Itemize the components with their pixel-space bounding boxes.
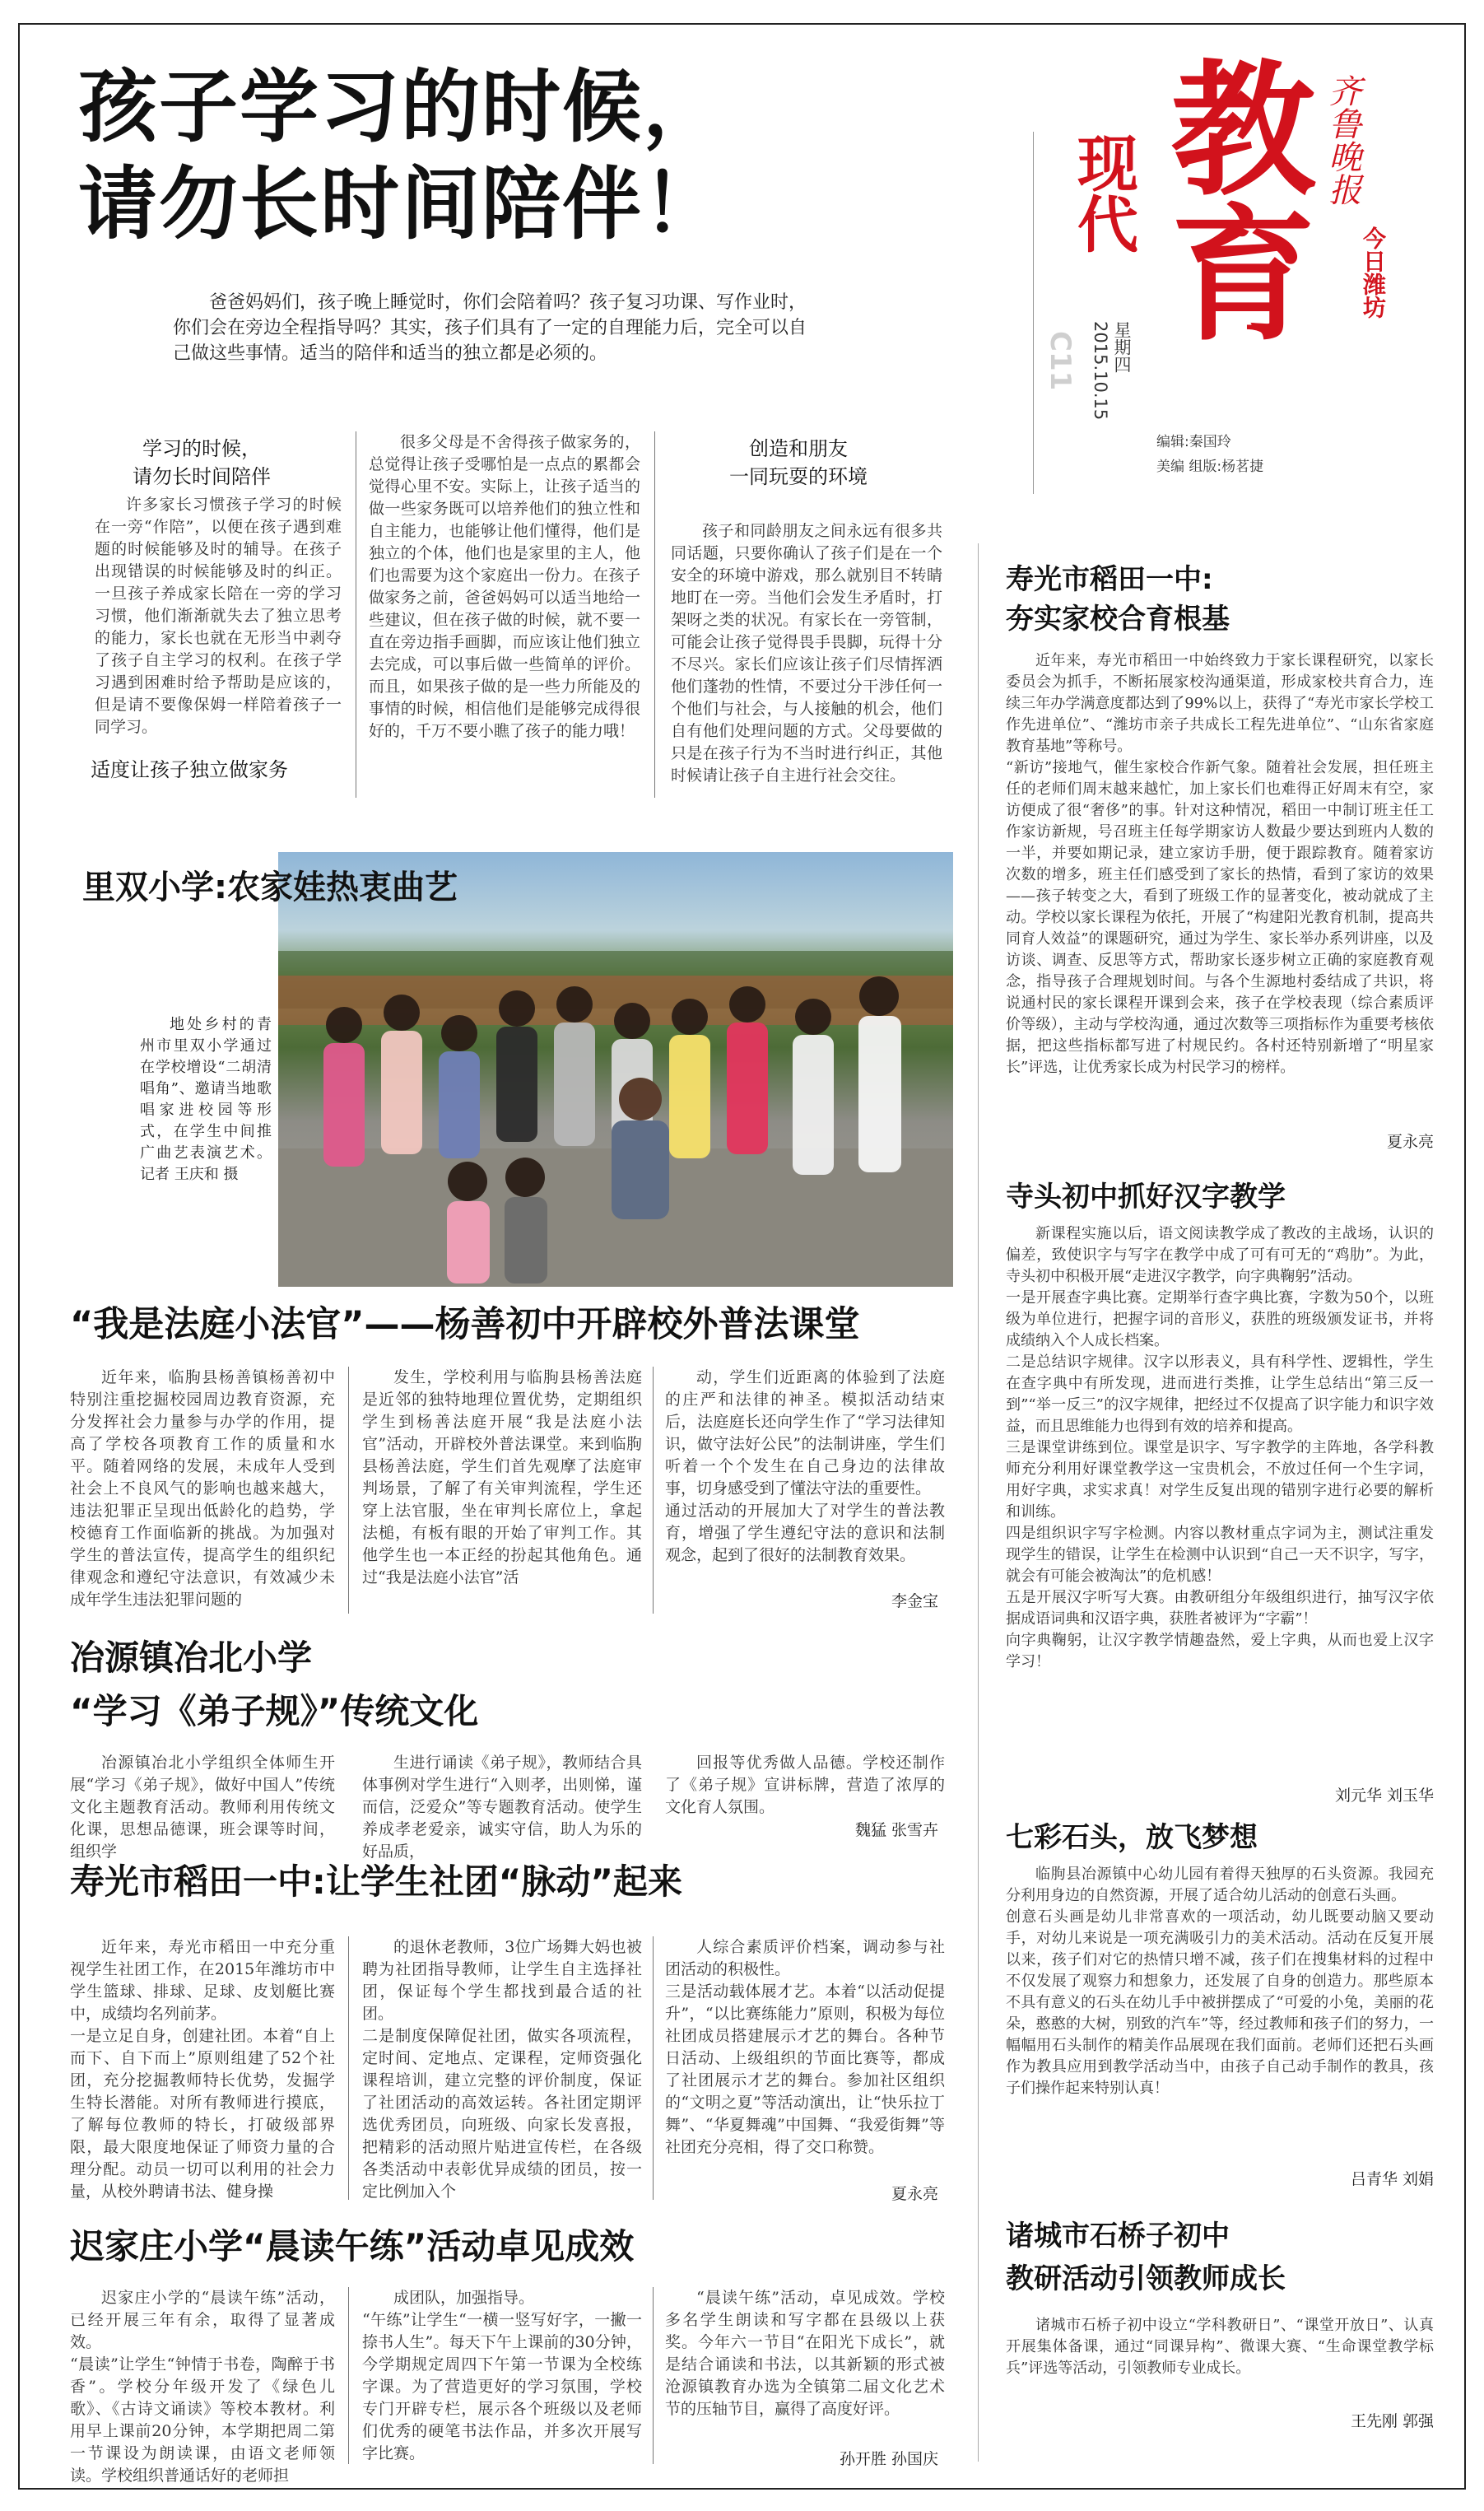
reading-col2: 成团队，加强指导。 “午练”让学生“一横一竖写好字，一撇一捺书人生”。每天下午上课前的30分钟，今学期规定周四下午第一节课为全校练字课。为了营造更好的学习氛围，学校专门开辟专栏，展示各个班级以及老师们优秀的硬笔书法作品，并多次开展写字比赛。: [362, 2289, 642, 2462]
lead-intro: 爸爸妈妈们，孩子晚上睡觉时，你们会陪着吗？孩子复习功课、写作业时，你们会在旁边全程指导吗？其实，孩子们具有了一定的自理能力后，完全可以自己做这些事情。适当的陪伴和适当的独立都是必须的。: [173, 292, 807, 364]
photo-story-caption: 地处乡村的青州市里双小学通过在学校增设“二胡清唱角”、邀请当地歌唱家进校园等形式，在学生中间推广曲艺表演艺术。记者 王庆和 摄: [140, 1016, 272, 1183]
reading-byline: 孙开胜 孙国庆: [839, 2450, 938, 2468]
lead-col3-head: 创造和朋友 一同玩耍的环境: [729, 437, 868, 488]
frame-top: [18, 23, 1466, 25]
lead-col3-body: 孩子和同龄朋友之间永远有很多共同话题，只要你确认了孩子们是在一个安全的环境中游戏，那么就别目不转睛地盯在一旁。当他们会发生矛盾时，打架呀之类的状况。有家长在一旁管制，可能会让孩子觉得畏手畏脚，玩得十分不尽兴。家长们应该让孩子们尽情挥洒他们蓬勃的性情，不要过分干涉任何一个他们与社会，与人接触的机会，他们自有他们处理问题的方式。父母要做的只是在孩子行为不当时进行纠正，其他时候请让孩子自主进行社会交往。: [671, 522, 942, 785]
right-story-3-body: 临朐县冶源镇中心幼儿园有着得天独厚的石头资源。我园充分利用身边的自然资源，开展了适合幼儿活动的创意石头画。 创意石头画是幼儿非常喜欢的一项活动，幼儿既要动脑又要动手，对幼儿来说是一项充满吸引力的美术活动。活动在反复开展以来，孩子们对它的热情只增不减，孩子们在搜集材料的过程中不仅发展了观察力和想象力，还发展了自身的创造力。那些原本不具有意义的石头在幼儿手中被拼摆成了“可爱的小兔，美丽的花朵，憨憨的大树，别致的汽车”等，经过教师和孩子们的努力，一幅幅用石头制作的精美作品展现在我们面前。老师们还把石头画作为教具应用到教学活动当中，由孩子自己动手制作的教具，孩子们操作起来特别认真！: [1006, 1866, 1434, 2097]
reading-story-title: 迟家庄小学“晨读午练”活动卓见成效: [70, 2226, 635, 2266]
right-col-rule: [978, 543, 979, 2462]
photo-illustration: [278, 852, 953, 1287]
right-story-4-body: 诸城市石桥子初中设立“学科教研日”、“课堂开放日”、认真开展集体备课，通过“同课异构”、微课大赛、“生命课堂教学标兵”评选等活动，引领教师专业成长。: [1006, 2317, 1434, 2377]
masthead-divider: [1033, 132, 1034, 494]
clubs-rule-a: [348, 1936, 349, 2200]
court-rule-b: [653, 1367, 654, 1614]
design-line: 美编 组版:杨茗捷: [1156, 459, 1264, 475]
court-story-col2: 发生，学校利用与临朐县杨善法庭是近邻的独特地理位置优势，定期组织学生到杨善法庭开展“我是法庭小法官”活动，开辟校外普法课堂。来到临朐县杨善法庭，学生们首先观摩了法庭审判场景，了解了有关审判流程，学生还穿上法官服，坐在审判长席位上，拿起法槌，有板有眼的开始了审判工作。其他学生也一本正经的扮起其他角色。通过“我是法庭小法官”活: [362, 1368, 642, 1586]
weekday: 星期四: [1112, 321, 1132, 373]
lead-title-line2: 请勿长时间陪伴！: [78, 158, 723, 250]
lead-col2-body: 很多父母是不舍得孩子做家务的，总觉得让孩子受哪怕是一点点的累都会觉得心里不安。实际上，让孩子适当的做一些家务既可以培养他们的独立性和自主能力，也能够让他们懂得，他们是独立的个体，他们也是家里的主人，他们也需要为这个家庭出一份力。在孩子做家务之前，爸爸妈妈可以适当地给一些建议，但在孩子做的时候，就不要一直在旁边指手画脚，而应该让他们独立去完成，可以事后做一些简单的评价。而且，如果孩子做的是一些力所能及的事情的时候，相信他们是能够完成得很好的，千万不要小瞧了孩子的能力哦！: [369, 433, 640, 740]
photo-story-title: 里双小学:农家娃热衷曲艺: [82, 869, 458, 906]
lead-title-line1: 孩子学习的时候，: [78, 61, 723, 153]
court-story-col1: 近年来，临朐县杨善镇杨善初中特别注重挖掘校园周边教育资源，充分发挥社会力量参与办学的作用，提高了学校各项教育工作的质量和水平。随着网络的发展，未成年人受到社会上不良风气的影响也越来越大，违法犯罪正呈现出低龄化的趋势，学校德育工作面临新的挑战。为加强对学生的普法宣传，提高学生的组织纪律观念和遵纪守法意识，有效减少未成年学生违法犯罪问题的: [70, 1368, 335, 1609]
court-story-col3: 动，学生们近距离的体验到了法庭的庄严和法律的神圣。模拟活动结束后，法庭庭长还向学生作了“学习法律知识，做守法好公民”的法制讲座，学生们听着一个个发生在自己身边的法律故事，切身感受到了懂法守法的重要性。 通过活动的开展加大了对学生的普法教育，增强了学生遵纪守法的意识和法制观念，起到了很好的法制教育效果。: [665, 1368, 945, 1564]
right-story-2: [1006, 1177, 1434, 1805]
clubs-story-title: 寿光市稻田一中:让学生社团“脉动”起来: [70, 1861, 683, 1902]
frame-bottom: [18, 2488, 1466, 2490]
clubs-byline: 夏永亮: [891, 2185, 938, 2203]
right-story-3-byline: 吕青华 刘娟: [1350, 2170, 1434, 2188]
court-story-title: “我是法庭小法官”——杨善初中开辟校外普法课堂: [70, 1304, 860, 1345]
dizigui-col2: 生进行诵读《弟子规》，教师结合具体事例对学生进行“入则孝，出则悌，谨而信，泛爱众”等专题教育活动。使学生养成孝老爱亲，诚实守信，助人为乐的好品质，: [362, 1754, 642, 1861]
right-story-4-byline: 王先刚 郭强: [1350, 2412, 1434, 2430]
paper-name: 齐鲁晚报: [1324, 74, 1361, 206]
dizigui-col3: 回报等优秀做人品德。学校还制作了《弟子规》宣讲标牌，营造了浓厚的文化育人氛围。: [665, 1754, 945, 1816]
edition-name: 今日潍坊: [1360, 226, 1387, 319]
reading-col1: 迟家庄小学的“晨读午练”活动，已经开展三年有余，取得了显著成效。 “晨读”让学生“钟情于书卷，陶醉于书香”。学校分年级开发了《绿色儿歌》、《古诗文诵读》等校本教材。利用早上课前20分钟，本学期把周二第一节课设为朗读课，由语文老师领读。学校组织普通话好的老师担: [70, 2289, 335, 2485]
issue-date: 2015.10.15: [1091, 321, 1110, 421]
right-story-3: [1006, 1818, 1434, 2189]
right-story-2-body: 新课程实施以后，语文阅读教学成了教改的主战场，认识的偏差，致使识字与写字在教学中成了可有可无的“鸡肋”。为此，寺头初中积极开展“走进汉字教学，向字典鞠躬”活动。 一是开展查字典比赛。定期举行查字典比赛，字数为50个，以班级为单位进行，把握字词的音形义，获胜的班级颁发证书，并将成绩纳入个人成长档案。 二是总结识字规律。汉字以形表义，具有科学性、逻辑性，学生在查字典中有所发现，进而进行类推，让学生总结出“第三反一到”“举一反三”的汉字规律，把经过不仅提高了识字能力和识字效益，而且思维能力也得到有效的培养和提高。 三是课堂讲练到位。课堂是识字、写字教学的主阵地，各学科教师充分利用好课堂教学这一宝贵机会，不放过任何一个生字词，用好字典，求实求真！对学生反复出现的错别字进行必要的解析和训练。 四是组织识字写字检测。内容以教材重点字词为主，测试注重发现学生的错误，让学生在检测中认识到“自己一天不识字，写字，就会有可能会被淘汰”的危机感！ 五是开展汉字听写大赛。由教研组分年级组织进行，抽写汉字依据成语词典和汉语字典，获胜者被评为“字霸”！ 向字典鞠躬，让汉字教学情趣盎然，爱上字典，从而也爱上汉字学习！: [1006, 1225, 1434, 1670]
dizigui-col1: 冶源镇冶北小学组织全体师生开展“学习《弟子规》，做好中国人”传统文化主题教育活动。教师利用传统文化课，思想品德课，班会课等时间，组织学: [70, 1754, 335, 1861]
section-modern: 现代: [1068, 132, 1138, 254]
right-story-1-body: 近年来，寿光市稻田一中始终致力于家长课程研究，以家长委员会为抓手，不断拓展家校沟通渠道，形成家校共育合力，连续三年办学满意度都达到了99%以上，获得了“寿光市家长学校工作先进单位”、“潍坊市亲子共成长工程先进单位”、“山东省家庭教育基地”等称号。 “新访”接地气，催生家校合作新气象。随着社会发展，担任班主任的老师们周末越来越忙，加上家长们也难得正好周末有空，家访便成了很“奢侈”的事。针对这种情况，稻田一中制订班主任工作家访新规，号召班主任每学期家访人数最少要达到班内人数的一半，并要如期记录，建立家访手册，便于跟踪教育。随着家访次数的增多，班主任们感受到了家长的热情，看到了家访的效果——孩子转变之大，看到了班级工作的显著变化，被动就成了主动。学校以家长课程为依托，开展了“构建阳光教育机制，提高共同育人效益”的课题研究，通过为学生、家长举办系列讲座，以及访谈、调查、反思等方式，帮助家长逐步树立正确的家庭教育观念，指导孩子合理规划时间。与各个生源地村委结成了共识，将说通村民的家长课程开课到会来，孩子在学校表现（综合素质评价等级），主动与学校沟通，通过次数等三项指标作为重要考核依据，把这些指标都写进了村规民约。各村还特别新增了“明星家长”评选，让优秀家长成为村民学习的榜样。: [1006, 652, 1434, 1076]
court-story-byline: 李金宝: [891, 1592, 938, 1610]
right-story-3-title: 七彩石头，放飞梦想: [1006, 1821, 1258, 1854]
right-story-1: [1006, 560, 1434, 1152]
photo-children-erhu: [278, 852, 953, 1287]
reading-rule-a: [348, 2287, 349, 2464]
clubs-col1: 近年来，寿光市稻田一中充分重视学生社团工作，在2015年潍坊市中学生篮球、排球、足球、皮划艇比赛中，成绩均名列前茅。 一是立足自身，创建社团。本着“自上而下、自下而上”原则组建了52个社团，充分挖掘教师特长优势，发掘学生特长潜能。对所有教师进行摸底，了解每位教师的特长，打破级部界限，最大限度地保证了师资力量的合理分配。动员一切可以利用的社会力量，从校外聘请书法、健身操: [70, 1938, 335, 2201]
lead-col1-head: 学习的时候， 请勿长时间陪伴: [133, 437, 271, 488]
section-edu: 教育: [1147, 54, 1315, 343]
right-story-4: [1006, 2215, 1434, 2431]
page-number: C11: [1044, 331, 1077, 391]
masthead: [1041, 49, 1453, 510]
right-story-2-title: 寺头初中抓好汉字教学: [1006, 1181, 1286, 1214]
clubs-col3: 人综合素质评价档案，调动参与社团活动的积极性。 三是活动载体展才艺。本着“以活动促提升”，“以比赛练能力”原则，积极为每位社团成员搭建展示才艺的舞台。各种节日活动、上级组织的节面比赛等，都成了社团展示才艺的舞台。参加社区组织的“文明之夏”等活动演出，让“快乐拉丁舞”、“华夏舞魂”中国舞、“我爱街舞”等社团充分亮相，得了交口称赞。: [665, 1938, 945, 2156]
court-rule-a: [348, 1367, 349, 1614]
reading-col3: “晨读午练”活动，卓见成效。学校多名学生朗读和写字都在县级以上获奖。今年六一节目“在阳光下成长”，就是结合诵读和书法，以其新颖的形式被沧源镇教育办选为全镇第二届文化艺术节的压轴节目，赢得了高度好评。: [665, 2289, 945, 2418]
frame-left: [18, 23, 20, 2490]
editor-line: 编辑:秦国玲: [1156, 434, 1231, 450]
clubs-col2: 的退休老教师，3位广场舞大妈也被聘为社团指导教师，让学生自主选择社团，保证每个学生都找到最合适的社团。 二是制度保障促社团，做实各项流程，定时间、定地点、定课程，定师资强化课程培训，建立完整的评价制度，保证了社团活动的高效运转。各社团定期评选优秀团员，向班级、向家长发喜报，把精彩的活动照片贴进宣传栏，在各级各类活动中表彰优异成绩的团员，按一定比例加入个: [362, 1938, 642, 2201]
frame-right: [1464, 23, 1466, 2490]
dizigui-byline: 魏猛 张雪卉: [854, 1821, 938, 1839]
col-rule-b: [654, 431, 655, 798]
right-story-4-title: 诸城市石桥子初中 教研活动引领教师成长: [1006, 2220, 1286, 2295]
reading-rule-b: [653, 2287, 654, 2464]
clubs-rule-b: [653, 1936, 654, 2200]
right-story-1-byline: 夏永亮: [1386, 1133, 1434, 1151]
dizigui-title-line2: “学习《弟子规》”传统文化: [70, 1691, 479, 1731]
right-story-2-byline: 刘元华 刘玉华: [1334, 1787, 1434, 1805]
lead-col1-body: 许多家长习惯孩子学习的时候在一旁“作陪”，以便在孩子遇到难题的时候能够及时的辅导。在孩子出现错误的时候能够及时的纠正。一旦孩子养成家长陪在一旁的学习习惯，他们渐渐就失去了独立思考的能力，家长也就在无形当中剥夺了孩子自主学习的权利。在孩子学习遇到困难时给予帮助是应该的，但是请不要像保姆一样陪着孩子一同学习。: [95, 496, 342, 736]
dizigui-title-line1: 冶源镇冶北小学: [70, 1638, 313, 1678]
lead-col1-head2: 适度让孩子独立做家务: [91, 758, 288, 781]
right-story-1-title: 寿光市稻田一中: 夯实家校合育根基: [1006, 563, 1230, 636]
